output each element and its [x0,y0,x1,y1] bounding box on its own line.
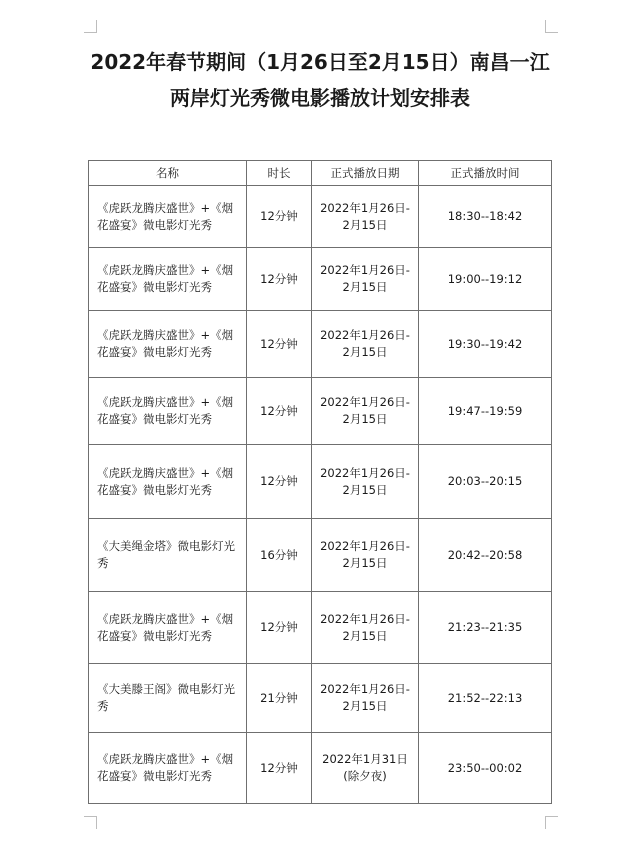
row-duration-cell: 12分钟 [247,378,312,445]
row-date-line-1: 2022年1月26日- [320,682,410,696]
row-name-cell: 《大美绳金塔》微电影灯光秀 [89,519,247,592]
row-duration-cell: 16分钟 [247,519,312,592]
table-row [89,378,552,445]
row-date-cell [312,378,419,445]
row-date-cell [312,186,419,248]
table-row [89,445,552,519]
row-time-cell: 19:47--19:59 [419,378,552,445]
row-date-cell [312,664,419,733]
row-name-cell: 《虎跃龙腾庆盛世》+《烟花盛宴》微电影灯光秀 [89,311,247,378]
row-date-line-2: 2月15日 [342,217,388,232]
row-date-line-2: 2月15日 [342,280,388,294]
row-date-line-1: 2022年1月26日- [320,263,410,277]
row-date-cell [312,519,419,592]
table-row [89,311,552,378]
row-time-cell: 20:03--20:15 [419,445,552,519]
row-name-cell: 《大美滕王阁》微电影灯光秀 [89,664,247,733]
row-date-cell [312,248,419,311]
row-date-line-1: 2022年1月26日- [320,539,410,553]
row-duration-cell: 12分钟 [247,733,312,804]
document-title [40,44,600,116]
schedule-table [88,160,552,804]
row-date-line-2: 2月15日 [342,412,388,426]
row-date-line-1: 2022年1月26日- [320,465,410,480]
table-row [89,664,552,733]
row-date-line-1: 2022年1月26日- [320,611,410,626]
title-line-1: 2022年春节期间（1月26日至2月15日）南昌一江 [90,50,550,74]
row-date-line-1: 2022年1月26日- [320,328,410,342]
table-header-row [89,161,552,186]
header-time: 正式播放时间 [419,161,552,186]
row-date-cell [312,445,419,519]
header-duration: 时长 [247,161,312,186]
row-duration-cell: 12分钟 [247,311,312,378]
row-name-cell: 《虎跃龙腾庆盛世》+《烟花盛宴》微电影灯光秀 [89,592,247,664]
row-date-cell [312,592,419,664]
row-date-line-1: 2022年1月31日 [322,752,408,766]
row-date-line-2: 2月15日 [342,345,388,359]
row-name-cell: 《虎跃龙腾庆盛世》+《烟花盛宴》微电影灯光秀 [89,378,247,445]
row-time-cell: 23:50--00:02 [419,733,552,804]
row-name-cell: 《虎跃龙腾庆盛世》+《烟花盛宴》微电影灯光秀 [89,733,247,804]
row-time-cell: 19:00--19:12 [419,248,552,311]
row-name-cell: 《虎跃龙腾庆盛世》+《烟花盛宴》微电影灯光秀 [89,248,247,311]
crop-mark-bottom-left [84,816,97,829]
row-date-line-2: 2月15日 [342,699,388,713]
row-date-line-2: (除夕夜) [343,769,387,783]
crop-mark-top-right [545,20,558,33]
header-name: 名称 [89,161,247,186]
header-date: 正式播放日期 [312,161,419,186]
row-duration-cell: 12分钟 [247,445,312,519]
row-date-cell [312,733,419,804]
table-row [89,248,552,311]
table-row [89,519,552,592]
row-date-line-1: 2022年1月26日- [320,395,410,409]
crop-mark-bottom-right [545,816,558,829]
crop-mark-top-left [84,20,97,33]
row-time-cell: 18:30--18:42 [419,186,552,248]
row-time-cell: 20:42--20:58 [419,519,552,592]
table-row [89,592,552,664]
table-row [89,733,552,804]
row-name-cell: 《虎跃龙腾庆盛世》+《烟花盛宴》微电影灯光秀 [89,186,247,248]
row-duration-cell: 21分钟 [247,664,312,733]
row-duration-cell: 12分钟 [247,248,312,311]
table-row [89,186,552,248]
row-name-cell: 《虎跃龙腾庆盛世》+《烟花盛宴》微电影灯光秀 [89,445,247,519]
row-date-line-2: 2月15日 [342,482,388,497]
row-date-line-1: 2022年1月26日- [320,200,410,215]
title-line-2: 两岸灯光秀微电影播放计划安排表 [170,86,470,110]
row-time-cell: 21:23--21:35 [419,592,552,664]
row-time-cell: 21:52--22:13 [419,664,552,733]
row-duration-cell: 12分钟 [247,186,312,248]
row-duration-cell: 12分钟 [247,592,312,664]
row-date-cell [312,311,419,378]
row-time-cell: 19:30--19:42 [419,311,552,378]
row-date-line-2: 2月15日 [342,628,388,643]
row-date-line-2: 2月15日 [342,556,388,570]
